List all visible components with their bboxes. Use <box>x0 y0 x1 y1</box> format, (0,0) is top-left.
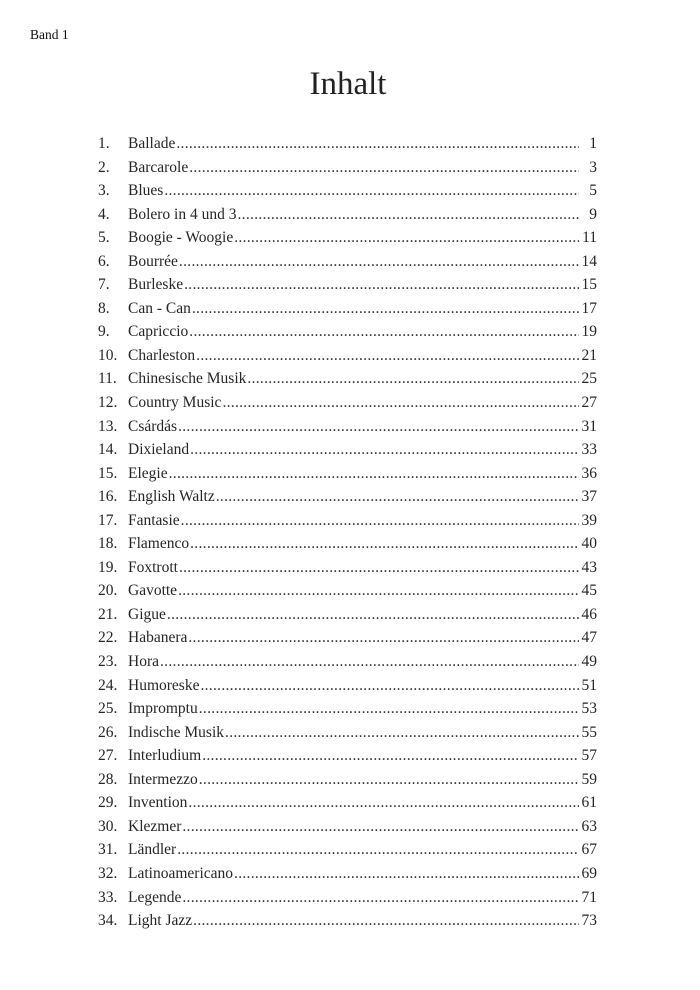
toc-entry-title: Charleston <box>128 346 196 364</box>
toc-entry-title: Gavotte <box>128 582 178 600</box>
toc-dot-leader <box>164 179 579 203</box>
toc-dot-leader <box>188 791 579 815</box>
toc-entry-number: 24. <box>98 676 118 694</box>
toc-dot-leader <box>177 838 579 862</box>
toc-dot-leader <box>178 415 579 439</box>
toc-entry[interactable] <box>98 721 597 745</box>
toc-dot-leader <box>189 320 579 344</box>
toc-entry-page: 67 <box>581 841 597 859</box>
toc-entry-title: Light Jazz <box>128 912 193 930</box>
toc-entry-title: Burleske <box>128 276 184 294</box>
toc-entry[interactable] <box>98 179 597 203</box>
toc-entry-title: Foxtrott <box>128 558 178 576</box>
toc-entry-number: 1. <box>98 135 110 152</box>
toc-entry-number: 12. <box>98 394 118 412</box>
toc-dot-leader <box>234 862 579 886</box>
toc-entry-title: English Waltz <box>128 488 215 506</box>
toc-dot-leader <box>200 674 579 698</box>
toc-entry-number: 11. <box>98 370 117 388</box>
toc-entry-page: 25 <box>581 370 597 388</box>
toc-dot-leader <box>196 344 579 368</box>
toc-entry-title: Dixieland <box>128 441 190 459</box>
toc-entry-title: Indische Musik <box>128 723 225 741</box>
toc-entry[interactable] <box>98 744 597 768</box>
volume-label: Band 1 <box>30 27 69 42</box>
toc-dot-leader <box>182 815 579 839</box>
toc-dot-leader <box>167 603 579 627</box>
toc-dot-leader <box>192 297 579 321</box>
toc-dot-leader <box>169 462 579 486</box>
toc-entry-title: Barcarole <box>128 158 189 176</box>
toc-entry[interactable] <box>98 697 597 721</box>
toc-entry-page: 14 <box>581 252 597 270</box>
toc-entry-number: 30. <box>98 817 118 835</box>
toc-entry[interactable] <box>98 485 597 509</box>
toc-dot-leader <box>238 203 580 227</box>
toc-entry-page: 37 <box>581 488 597 506</box>
toc-entry-number: 4. <box>98 205 110 223</box>
toc-dot-leader <box>234 226 579 250</box>
toc-entry-page: 45 <box>581 582 597 600</box>
toc-entry-number: 32. <box>98 864 118 882</box>
toc-entry-page: 69 <box>581 864 597 882</box>
toc-entry-number: 29. <box>98 794 118 812</box>
toc-entry-page: 61 <box>581 794 597 812</box>
toc-entry-page: 63 <box>581 817 597 835</box>
toc-entry-title: Habanera <box>128 629 188 647</box>
toc-entry-number: 25. <box>98 700 118 718</box>
toc-entry-number: 28. <box>98 770 118 788</box>
toc-entry-title: Bolero in 4 und 3 <box>128 205 237 223</box>
toc-entry-title: Elegie <box>128 464 168 482</box>
toc-entry-page: 51 <box>581 676 597 694</box>
toc-entry-title: Gigue <box>128 605 166 623</box>
toc-entry-number: 5. <box>98 229 110 247</box>
toc-entry[interactable] <box>98 532 597 556</box>
toc-entry[interactable] <box>98 579 597 603</box>
toc-entry[interactable] <box>98 273 597 297</box>
toc-entry-page: 1 <box>589 135 597 152</box>
toc-entry[interactable] <box>98 226 597 250</box>
toc-entry[interactable] <box>98 674 597 698</box>
toc-entry-title: Fantasie <box>128 511 180 529</box>
toc-entry-title: Invention <box>128 794 188 812</box>
toc-entry-page: 40 <box>581 535 597 553</box>
toc-entry[interactable] <box>98 768 597 792</box>
toc-entry-title: Capriccio <box>128 323 189 341</box>
toc-entry-page: 53 <box>581 700 597 718</box>
toc-entry-page: 3 <box>589 158 597 176</box>
toc-entry-title: Csárdás <box>128 417 178 435</box>
toc-dot-leader <box>178 579 579 603</box>
toc-entry-title: Legende <box>128 888 182 906</box>
toc-entry-page: 43 <box>581 558 597 576</box>
toc-entry[interactable] <box>98 132 597 156</box>
toc-entry-number: 31. <box>98 841 118 859</box>
toc-entry-number: 17. <box>98 511 118 529</box>
toc-entry-page: 47 <box>581 629 597 647</box>
toc-dot-leader <box>188 626 579 650</box>
toc-entry[interactable] <box>98 391 597 415</box>
toc-entry-page: 36 <box>581 464 597 482</box>
toc-dot-leader <box>182 886 579 910</box>
toc-entry-page: 31 <box>581 417 597 435</box>
toc-entry[interactable] <box>98 438 597 462</box>
toc-entry[interactable] <box>98 791 597 815</box>
toc-entry[interactable] <box>98 297 597 321</box>
toc-entry[interactable] <box>98 320 597 344</box>
toc-entry-page: 27 <box>581 394 597 412</box>
toc-entry-number: 13. <box>98 417 118 435</box>
toc-entry-number: 3. <box>98 182 110 200</box>
toc-dot-leader <box>160 650 579 674</box>
toc-entry-page: 46 <box>581 605 597 623</box>
toc-dot-leader <box>190 438 579 462</box>
toc-entry[interactable] <box>98 344 597 368</box>
toc-entry-title: Ballade <box>128 135 176 152</box>
toc-dot-leader <box>199 697 579 721</box>
toc-entry-number: 27. <box>98 747 118 765</box>
toc-entry-page: 11 <box>582 229 597 247</box>
toc-entry-number: 19. <box>98 558 118 576</box>
toc-entry-page: 15 <box>581 276 597 294</box>
toc-entry-title: Ländler <box>128 841 177 859</box>
toc-entry-title: Klezmer <box>128 817 182 835</box>
toc-entry-page: 39 <box>581 511 597 529</box>
toc-entry-title: Chinesische Musik <box>128 370 247 388</box>
toc-entry[interactable] <box>98 509 597 533</box>
toc-entry-page: 73 <box>581 912 597 930</box>
toc-entry-page: 9 <box>589 205 597 223</box>
toc-dot-leader <box>222 391 579 415</box>
toc-entry-page: 5 <box>589 182 597 200</box>
toc-entry[interactable] <box>98 250 597 274</box>
toc-entry[interactable] <box>98 626 597 650</box>
toc-entry-number: 14. <box>98 441 118 459</box>
toc-entry-title: Bourrée <box>128 252 178 270</box>
toc-entry[interactable] <box>98 886 597 910</box>
toc-entry-page: 57 <box>581 747 597 765</box>
toc-entry-page: 59 <box>581 770 597 788</box>
toc-dot-leader <box>199 768 579 792</box>
page-title <box>0 66 700 103</box>
toc-entry[interactable] <box>98 156 597 180</box>
toc-entry-page: 21 <box>581 346 597 364</box>
toc-entry[interactable] <box>98 909 597 933</box>
toc-entry-title: Flamenco <box>128 535 190 553</box>
toc-entry-number: 6. <box>98 252 110 270</box>
toc-entry-title: Impromptu <box>128 700 198 718</box>
toc-dot-leader <box>202 744 579 768</box>
toc-entry-page: 49 <box>581 653 597 671</box>
toc-entry-title: Blues <box>128 182 164 200</box>
toc-entry[interactable] <box>98 203 597 227</box>
toc-entry-number: 2. <box>98 158 110 176</box>
table-of-contents <box>98 132 597 933</box>
toc-entry-number: 21. <box>98 605 118 623</box>
toc-dot-leader <box>225 721 579 745</box>
toc-entry-number: 22. <box>98 629 118 647</box>
toc-entry[interactable] <box>98 367 597 391</box>
toc-dot-leader <box>193 909 579 933</box>
toc-entry-number: 33. <box>98 888 118 906</box>
toc-dot-leader <box>179 556 579 580</box>
toc-dot-leader <box>247 367 579 391</box>
toc-entry-title: Country Music <box>128 394 222 412</box>
toc-entry-number: 15. <box>98 464 118 482</box>
toc-dot-leader <box>184 273 579 297</box>
toc-dot-leader <box>189 156 579 180</box>
toc-entry-number: 34. <box>98 912 118 930</box>
toc-entry-page: 19 <box>581 323 597 341</box>
toc-entry[interactable] <box>98 603 597 627</box>
toc-entry-title: Boogie - Woogie <box>128 229 234 247</box>
toc-entry-title: Interludium <box>128 747 202 765</box>
toc-entry-number: 16. <box>98 488 118 506</box>
toc-entry[interactable] <box>98 650 597 674</box>
toc-entry-number: 20. <box>98 582 118 600</box>
toc-entry-number: 9. <box>98 323 110 341</box>
toc-entry-title: Intermezzo <box>128 770 198 788</box>
toc-entry-page: 17 <box>581 299 597 317</box>
toc-entry-number: 26. <box>98 723 118 741</box>
toc-entry-title: Latinoamericano <box>128 864 234 882</box>
toc-entry-title: Humoreske <box>128 676 200 694</box>
toc-entry[interactable] <box>98 838 597 862</box>
toc-entry-page: 33 <box>581 441 597 459</box>
toc-entry-number: 23. <box>98 653 118 671</box>
toc-entry-number: 18. <box>98 535 118 553</box>
toc-entry-title: Hora <box>128 653 159 671</box>
toc-entry[interactable] <box>98 462 597 486</box>
toc-entry-number: 7. <box>98 276 110 294</box>
toc-entry[interactable] <box>98 415 597 439</box>
toc-entry[interactable] <box>98 556 597 580</box>
toc-entry-title: Can - Can <box>128 299 191 317</box>
toc-dot-leader <box>181 509 579 533</box>
toc-entry[interactable] <box>98 862 597 886</box>
toc-entry-number: 10. <box>98 346 118 364</box>
toc-dot-leader <box>190 532 579 556</box>
toc-entry-number: 8. <box>98 299 110 317</box>
toc-entry[interactable] <box>98 815 597 839</box>
toc-dot-leader <box>176 132 579 156</box>
toc-dot-leader <box>179 250 579 274</box>
toc-entry-page: 71 <box>581 888 597 906</box>
page-title-text: Inhalt <box>309 66 387 102</box>
toc-dot-leader <box>216 485 579 509</box>
toc-entry-page: 55 <box>581 723 597 741</box>
